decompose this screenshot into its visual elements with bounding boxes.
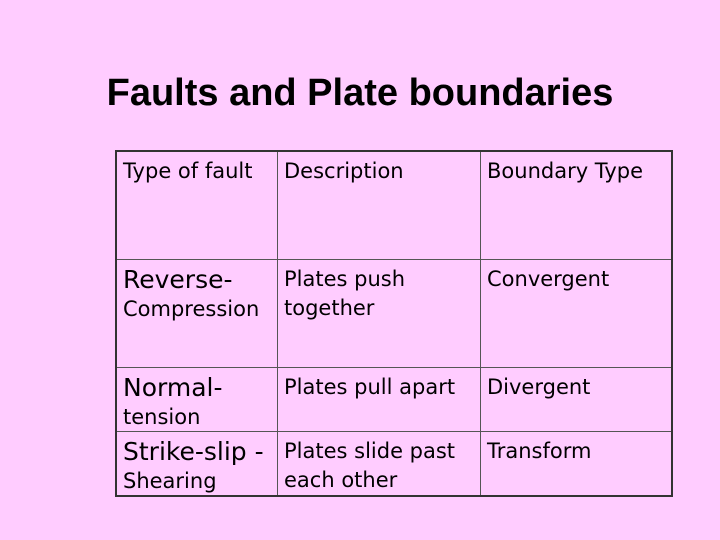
boundary-cell: Convergent (481, 259, 673, 367)
description-cell: Plates pull apart (278, 367, 481, 431)
fault-stress: Shearing (123, 468, 217, 493)
header-description: Description (278, 151, 481, 259)
header-boundary-type: Boundary Type (481, 151, 673, 259)
fault-type-cell (116, 367, 278, 431)
description-cell: Plates slide past each other (278, 431, 481, 496)
fault-name: Strike-slip - (123, 436, 264, 466)
table-header-row (116, 151, 672, 259)
fault-stress: tension (123, 404, 201, 429)
slide-title: Faults and Plate boundaries (106, 72, 614, 114)
boundary-cell: Divergent (481, 367, 673, 431)
boundary-cell: Transform (481, 431, 673, 496)
table-row (116, 367, 672, 431)
faults-table (115, 150, 673, 497)
fault-name: Normal- (123, 372, 223, 402)
fault-name: Reverse- (123, 264, 233, 294)
table-row (116, 431, 672, 496)
fault-stress: Compression (123, 296, 260, 321)
fault-type-cell (116, 259, 278, 367)
table-row (116, 259, 672, 367)
description-cell: Plates push together (278, 259, 481, 367)
header-type-of-fault: Type of fault (116, 151, 278, 259)
fault-type-cell (116, 431, 278, 496)
